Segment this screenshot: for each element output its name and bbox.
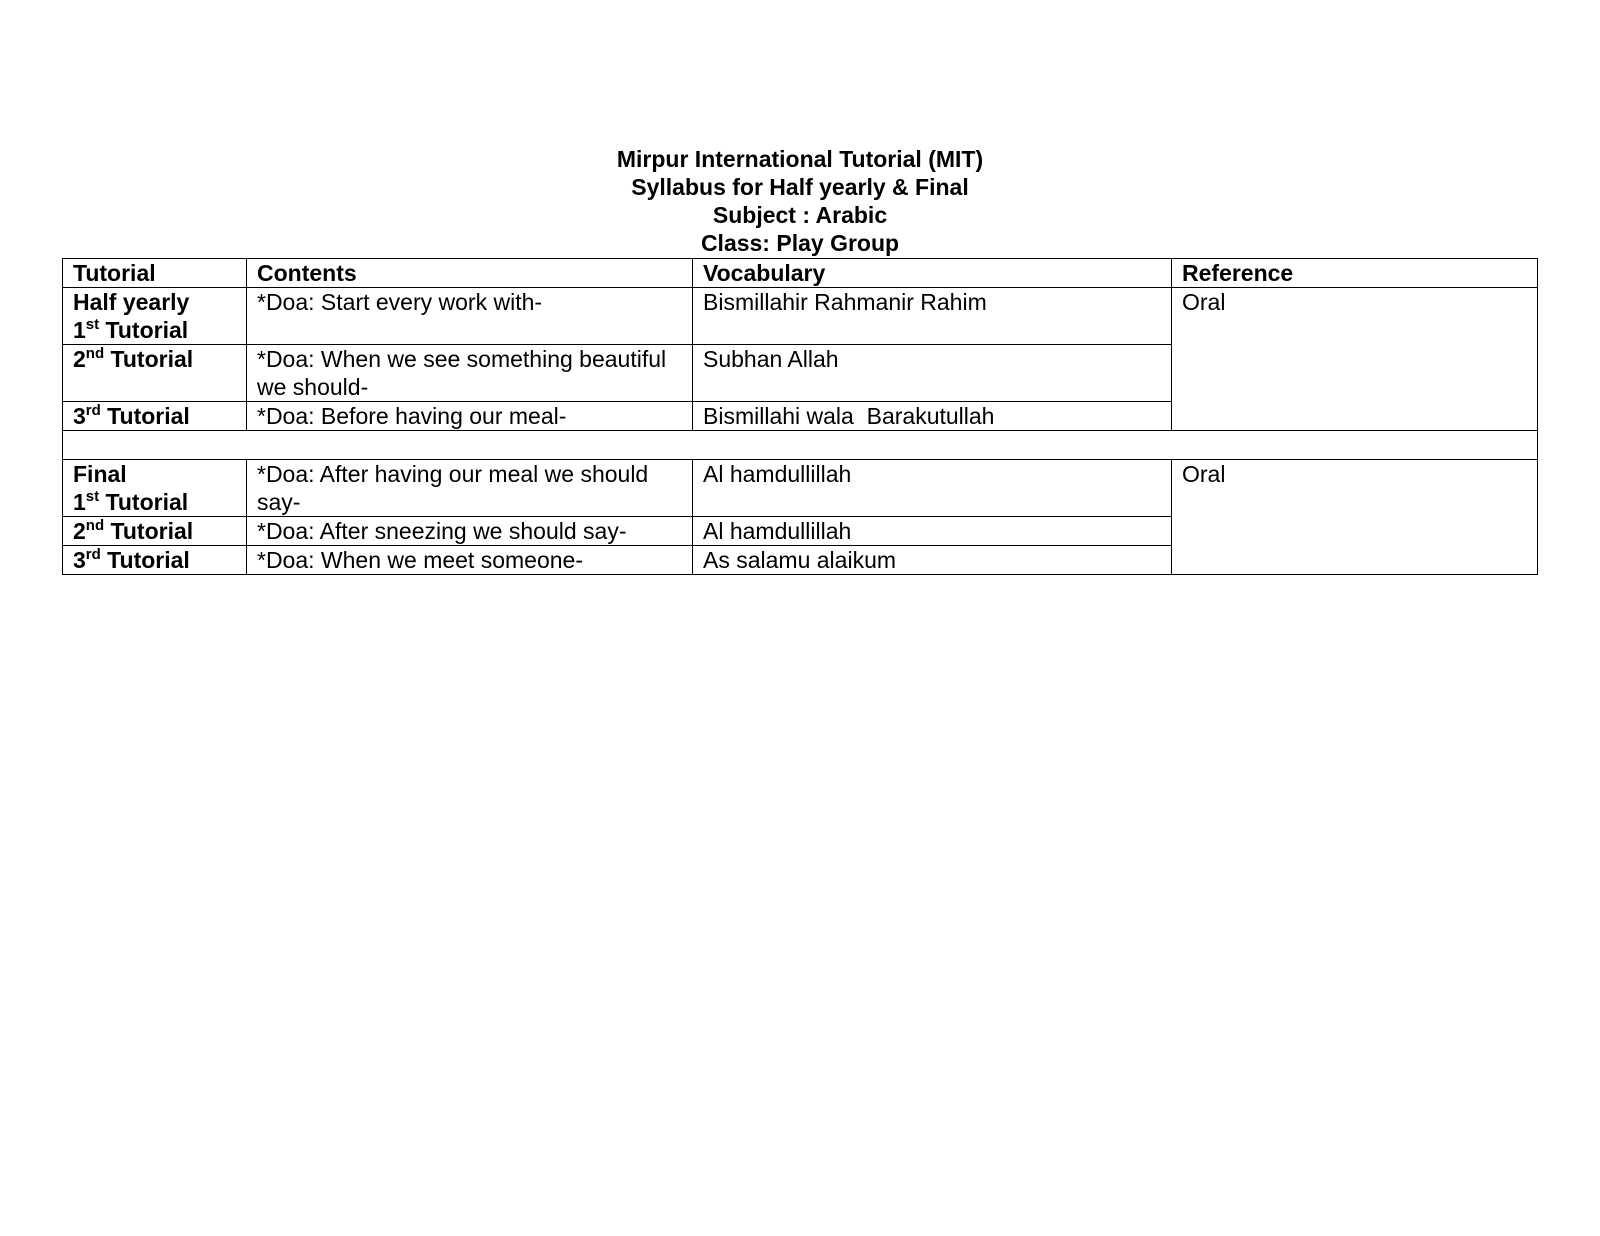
tutorial-number: 2 xyxy=(73,346,86,372)
ordinal-suffix: st xyxy=(85,488,100,505)
vocabulary-cell: Bismillahir Rahmanir Rahim xyxy=(693,288,1172,345)
ordinal-suffix: st xyxy=(85,316,100,333)
tutorial-label xyxy=(73,316,236,344)
term-label: Half yearly xyxy=(73,289,190,315)
tutorial-cell xyxy=(63,402,247,431)
ordinal-suffix: rd xyxy=(85,546,101,563)
term-label: Final xyxy=(73,461,127,487)
tutorial-number: 3 xyxy=(73,547,86,573)
separator-row xyxy=(63,431,1538,460)
header-contents: Contents xyxy=(247,259,693,288)
table-row xyxy=(63,460,1538,517)
header-vocabulary: Vocabulary xyxy=(693,259,1172,288)
tutorial-label xyxy=(73,488,236,516)
tutorial-cell xyxy=(63,517,247,546)
tutorial-cell xyxy=(63,345,247,402)
vocabulary-cell: Al hamdullillah xyxy=(693,517,1172,546)
contents-cell: *Doa: When we meet someone- xyxy=(247,546,693,575)
contents-cell: *Doa: When we see something beautiful we should- xyxy=(247,345,693,402)
tutorial-word: Tutorial xyxy=(99,317,189,343)
tutorial-label xyxy=(73,345,236,373)
contents-cell: *Doa: After having our meal we should say- xyxy=(247,460,693,517)
tutorial-cell xyxy=(63,546,247,575)
tutorial-word: Tutorial xyxy=(104,518,194,544)
table-row xyxy=(63,288,1538,345)
syllabus-table xyxy=(62,258,1538,575)
reference-cell: Oral xyxy=(1172,460,1538,575)
separator-cell xyxy=(63,431,1538,460)
tutorial-label xyxy=(73,402,236,430)
tutorial-number: 2 xyxy=(73,518,86,544)
document-heading xyxy=(0,145,1600,257)
header-reference: Reference xyxy=(1172,259,1538,288)
tutorial-cell xyxy=(63,460,247,517)
reference-cell: Oral xyxy=(1172,288,1538,431)
school-name: Mirpur International Tutorial (MIT) xyxy=(616,146,984,172)
ordinal-suffix: rd xyxy=(85,402,101,419)
table-header-row xyxy=(63,259,1538,288)
vocabulary-cell: Subhan Allah xyxy=(693,345,1172,402)
tutorial-label xyxy=(73,546,236,574)
tutorial-word: Tutorial xyxy=(100,403,190,429)
tutorial-word: Tutorial xyxy=(100,547,190,573)
tutorial-word: Tutorial xyxy=(99,489,189,515)
tutorial-cell xyxy=(63,288,247,345)
subject-line: Subject : Arabic xyxy=(712,202,888,228)
ordinal-suffix: nd xyxy=(85,345,105,362)
vocabulary-cell: Bismillahi wala Barakutullah xyxy=(693,402,1172,431)
tutorial-number: 1 xyxy=(73,489,86,515)
contents-cell: *Doa: After sneezing we should say- xyxy=(247,517,693,546)
contents-cell: *Doa: Before having our meal- xyxy=(247,402,693,431)
tutorial-label xyxy=(73,517,236,545)
ordinal-suffix: nd xyxy=(85,517,105,534)
syllabus-title: Syllabus for Half yearly & Final xyxy=(631,174,969,200)
contents-cell: *Doa: Start every work with- xyxy=(247,288,693,345)
tutorial-word: Tutorial xyxy=(104,346,194,372)
class-line: Class: Play Group xyxy=(700,230,900,256)
vocabulary-cell: As salamu alaikum xyxy=(693,546,1172,575)
header-tutorial: Tutorial xyxy=(63,259,247,288)
tutorial-number: 1 xyxy=(73,317,86,343)
vocabulary-cell: Al hamdullillah xyxy=(693,460,1172,517)
tutorial-number: 3 xyxy=(73,403,86,429)
